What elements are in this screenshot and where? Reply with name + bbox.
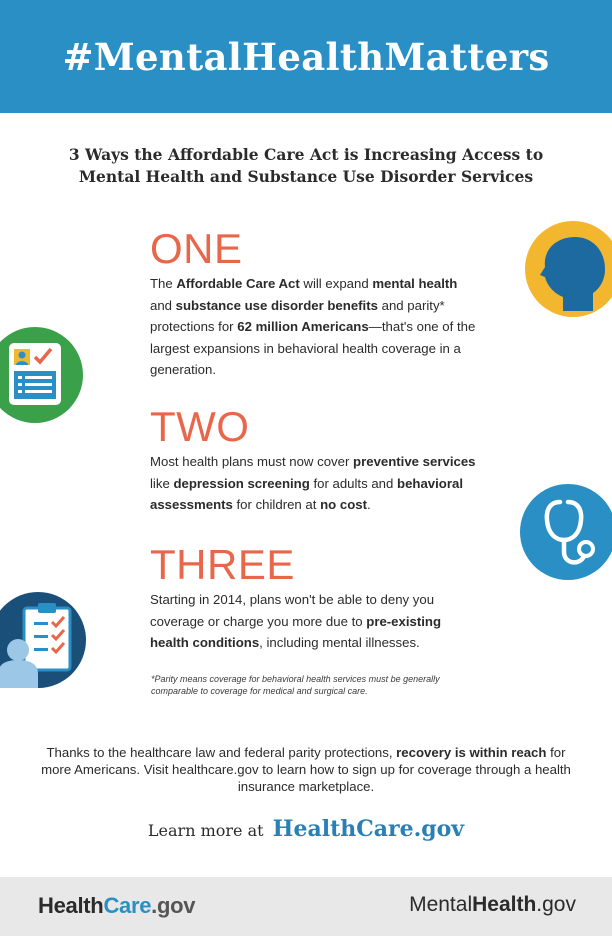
- parity-footnote: *Parity means coverage for behavioral health services must be generally comparable to coverage for medical and surgical care.: [151, 674, 440, 696]
- text-segment: like: [150, 475, 174, 491]
- section-one-heading: ONE: [150, 225, 243, 272]
- closing-text-1: Thanks to the healthcare law and federal parity protections,: [46, 745, 397, 760]
- section-three-heading: THREE: [150, 541, 295, 588]
- text-segment: and: [150, 297, 176, 313]
- head-profile-icon: [523, 219, 612, 319]
- subtitle-line-2: Mental Health and Substance Use Disorder Services: [78, 167, 534, 186]
- logo-hc-part1: Health: [38, 893, 104, 918]
- footer: [0, 877, 612, 936]
- text-segment: preventive services: [353, 454, 476, 469]
- stethoscope-icon: [520, 484, 612, 584]
- section-three-text: [150, 589, 480, 654]
- section-one: [150, 227, 480, 381]
- clipboard-icon: [0, 590, 88, 690]
- form-icon: [0, 325, 85, 425]
- healthcare-gov-logo[interactable]: [38, 893, 195, 919]
- text-segment: —that's one of the largest expansions in behavioral health coverage in a generation.: [150, 319, 476, 377]
- section-two: [150, 405, 480, 516]
- section-one-text: [150, 273, 480, 381]
- logo-mh-part2: Health: [472, 893, 537, 916]
- closing-bold: recovery is within reach: [396, 745, 547, 760]
- logo-hc-part2: Care: [103, 893, 152, 918]
- text-segment: , including mental illnesses.: [259, 635, 420, 650]
- mentalhealth-gov-logo[interactable]: [409, 893, 576, 917]
- closing-text-2: for more Americans. Visit healthcare.gov to learn how to sign up for coverage through a health insurance marketplace.: [41, 745, 571, 794]
- text-segment: 62 million Americans: [237, 319, 369, 334]
- text-segment: Affordable Care Act: [176, 276, 300, 291]
- text-segment: substance use disorder benefits: [175, 297, 378, 313]
- subtitle-line-1: 3 Ways the Affordable Care Act is Increasing Access to: [68, 145, 544, 164]
- section-two-text: [150, 451, 480, 516]
- section-two-heading: TWO: [150, 403, 250, 450]
- logo-mh-part1: Mental: [409, 893, 473, 916]
- text-segment: pre-existing health conditions: [150, 613, 442, 650]
- learn-more-link[interactable]: HealthCare.gov: [272, 816, 465, 842]
- text-segment: Most health plans must now cover: [150, 454, 354, 469]
- closing-paragraph: [30, 744, 582, 795]
- text-segment: no cost: [320, 497, 367, 512]
- text-segment: will expand: [299, 276, 373, 291]
- section-three: [150, 543, 480, 654]
- page-title: #MentalHealthMatters: [62, 34, 550, 79]
- logo-mh-part3: .gov: [536, 893, 576, 916]
- text-segment: and parity* protections for: [150, 297, 445, 334]
- text-segment: depression screening: [173, 475, 310, 491]
- text-segment: for adults and: [309, 475, 398, 491]
- logo-hc-part3: .gov: [151, 893, 196, 918]
- learn-more-label: Learn more at: [147, 821, 264, 840]
- subtitle: [30, 144, 582, 188]
- text-segment: behavioral assessments: [150, 475, 463, 512]
- text-segment: .: [366, 497, 371, 512]
- header-banner: [0, 0, 612, 113]
- text-segment: The: [150, 276, 177, 291]
- text-segment: mental health: [372, 276, 458, 291]
- learn-more: [0, 816, 612, 842]
- text-segment: for children at: [232, 497, 321, 512]
- text-segment: Starting in 2014, plans won't be able to deny you coverage or charge you more due to: [150, 592, 435, 629]
